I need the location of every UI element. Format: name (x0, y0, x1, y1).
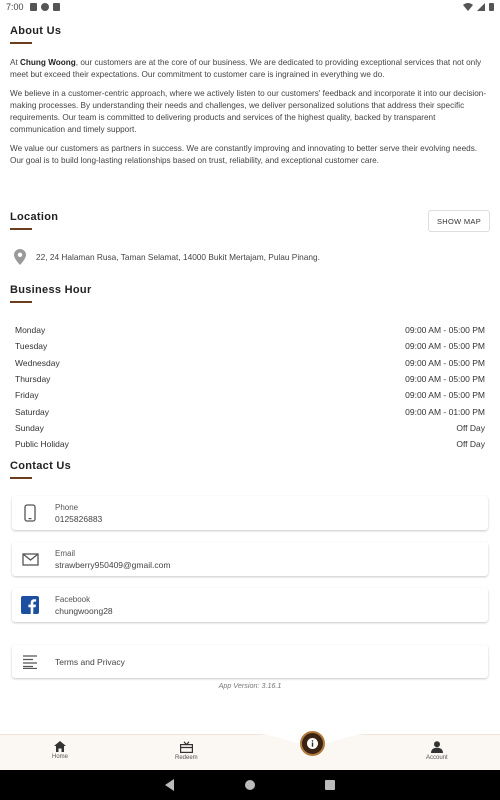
location-pin-icon (14, 249, 26, 265)
business-hours-title: Business Hour (10, 284, 92, 296)
terms-privacy-card[interactable] (12, 645, 488, 678)
hours-value: Off Day (456, 439, 485, 450)
show-map-button[interactable]: SHOW MAP (428, 210, 490, 232)
address-text: 22, 24 Halaman Rusa, Taman Selamat, 14000 Bukit Mertajam, Pulau Pinang. (36, 252, 320, 262)
address-row (14, 249, 320, 265)
day-label: Thursday (15, 374, 51, 385)
about-paragraph-1: At Chung Woong, our customers are at the core of our business. We are dedicated to providing exceptional services that not only meet but exceed their expectations. Our commitment to customer care is ingrained in everything we do. (10, 58, 482, 79)
document-lines-icon (21, 653, 39, 671)
day-label: Tuesday (15, 341, 48, 352)
facebook-icon (21, 596, 39, 614)
sync-icon (41, 3, 49, 11)
hours-value: 09:00 AM - 01:00 PM (405, 406, 485, 417)
about-section (10, 25, 490, 167)
hours-row (15, 355, 485, 371)
phone-icon (21, 504, 39, 522)
home-icon (54, 741, 66, 752)
scroll-content[interactable] (0, 14, 500, 734)
email-value: strawberry950409@gmail.com (55, 560, 171, 570)
contact-title: Contact Us (10, 460, 72, 472)
day-label: Wednesday (15, 357, 60, 368)
company-name: Chung Woong (20, 58, 76, 67)
hours-row (15, 387, 485, 403)
day-label: Sunday (15, 422, 44, 433)
wifi-icon (463, 3, 473, 11)
status-time: 7:00 (6, 2, 24, 12)
nav-account-label: Account (426, 755, 448, 761)
hours-value: 09:00 AM - 05:00 PM (405, 341, 485, 352)
title-underline (10, 301, 32, 303)
hours-row (15, 436, 485, 452)
title-underline (10, 42, 32, 44)
hours-value: 09:00 AM - 05:00 PM (405, 390, 485, 401)
nav-bar-curve (0, 734, 500, 744)
hours-value: 09:00 AM - 05:00 PM (405, 357, 485, 368)
contact-section (10, 460, 490, 667)
hours-row (15, 403, 485, 419)
phone-card[interactable] (12, 496, 488, 530)
notification-icon (30, 3, 37, 11)
nav-redeem-label: Redeem (175, 755, 198, 761)
day-label: Public Holiday (15, 439, 69, 450)
status-bar (0, 0, 500, 14)
terms-privacy-label: Terms and Privacy (55, 656, 125, 667)
back-icon[interactable] (165, 779, 174, 791)
system-nav-bar (0, 770, 500, 800)
sd-card-icon (53, 3, 60, 11)
hours-value: Off Day (456, 422, 485, 433)
signal-icon (477, 3, 485, 11)
hours-row (15, 420, 485, 436)
battery-icon (489, 3, 494, 11)
business-hours-section (10, 284, 490, 452)
day-label: Monday (15, 325, 46, 336)
title-underline (10, 477, 32, 479)
email-card[interactable] (12, 542, 488, 576)
account-icon (431, 741, 443, 753)
about-paragraph-3: We value our customers as partners in success. We are constantly improving and innovating to better serve their evolving needs. Our goal is to build long-lasting relationships based on trust, reliability, and exceptional customer care. (10, 144, 478, 165)
nav-home[interactable] (52, 741, 68, 760)
gift-icon (180, 741, 193, 753)
recent-apps-icon[interactable] (325, 780, 335, 790)
phone-label: Phone (55, 503, 79, 512)
nav-home-label: Home (52, 754, 69, 760)
phone-value: 0125826883 (55, 514, 103, 524)
about-paragraph-2: We believe in a customer-centric approach, where we actively listen to our customers' feedback and incorporate it into our decision-making processes. By understanding their needs and challenges, we deliver personalized solutions that address their specific requirements. Our team is committed to delivering products and services of the highest quality, backed by transparent communication and timely support. (10, 89, 487, 134)
facebook-card[interactable] (12, 588, 488, 622)
hours-row (15, 371, 485, 387)
home-circle-icon[interactable] (245, 780, 255, 790)
hours-row (15, 322, 485, 338)
location-title: Location (10, 211, 59, 223)
app-version: App Version: 3.16.1 (218, 681, 282, 690)
day-label: Saturday (15, 406, 50, 417)
facebook-value: chungwoong28 (55, 606, 113, 616)
location-section (10, 211, 490, 262)
hours-value: 09:00 AM - 05:00 PM (405, 325, 485, 336)
day-label: Friday (15, 390, 39, 401)
title-underline (10, 228, 32, 230)
hours-row (15, 338, 485, 354)
info-icon (307, 738, 318, 749)
hours-value: 09:00 AM - 05:00 PM (405, 374, 485, 385)
nav-redeem[interactable] (175, 741, 198, 761)
mail-icon (21, 550, 39, 568)
email-label: Email (55, 549, 76, 558)
about-title: About Us (10, 25, 62, 37)
facebook-label: Facebook (55, 595, 91, 604)
hours-table (10, 322, 490, 452)
info-fab-button[interactable] (300, 731, 325, 756)
bottom-nav (0, 734, 500, 770)
nav-account[interactable] (426, 741, 448, 761)
